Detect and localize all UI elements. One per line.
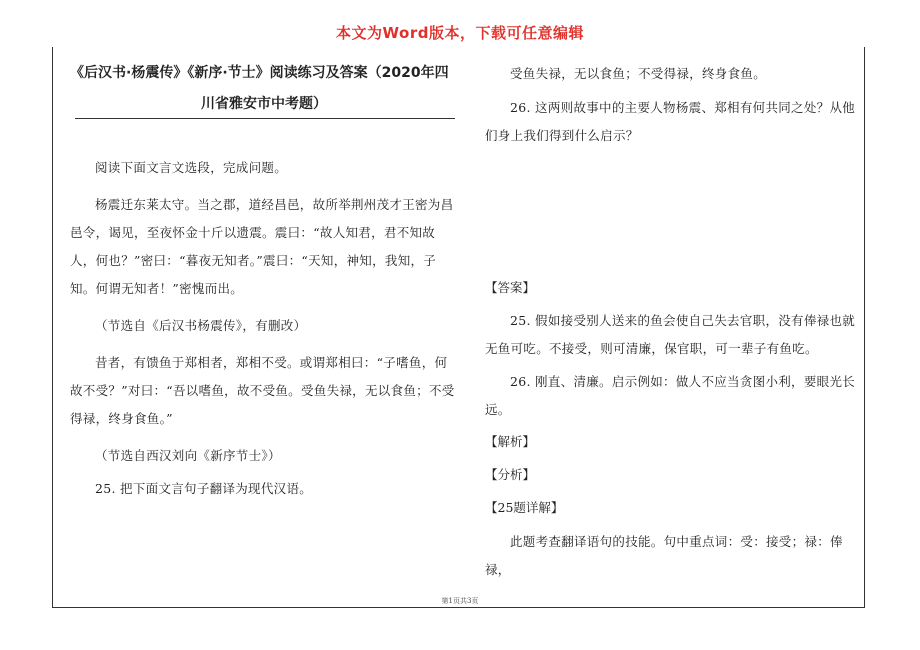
right-column [485, 50, 860, 584]
word-version-banner: 本文为Word版本，下载可任意编辑 [336, 24, 584, 42]
intro-text: 阅读下面文言文选段，完成问题。 [95, 160, 288, 175]
analysis-heading: 【解析】 [485, 434, 536, 449]
passage-zheng-xiang: 昔者，有馈鱼于郑相者，郑相不受。或谓郑相曰：“子嗜鱼，何故不受？”对曰：“吾以嗜鱼，故不受鱼。受鱼失禄，无以食鱼；不受得禄，终身食鱼。” [70, 355, 455, 426]
answer-heading: 【答案】 [485, 280, 536, 295]
question-26: 26. 这两则故事中的主要人物杨震、郑相有何共同之处？从他们身上我们得到什么启示？ [485, 100, 856, 143]
detail-25-heading: 【25题详解】 [485, 500, 564, 515]
page-number-footer: 第1页共3页 [441, 597, 479, 605]
title-line-2: 川省雅安市中考题） [201, 96, 327, 112]
source-note-1: （节选自《后汉书杨震传》，有删改） [95, 318, 307, 333]
passage-yang-zhen: 杨震迁东莱太守。当之郡，道经昌邑，故所举荆州茂才王密为昌邑令，谒见，至夜怀金十斤以遗震。震曰：“故人知君，君不知故人，何也？”密曰：“暮夜无知者。”震曰：“天知，神知，我知，子知。何谓无知者！”密愧而出。 [70, 197, 454, 296]
answer-26: 26. 刚直、清廉。启示例如：做人不应当贪图小利，要眼光长远。 [485, 374, 856, 417]
question-25: 25. 把下面文言句子翻译为现代汉语。 [95, 481, 313, 496]
answer-25: 25. 假如接受别人送来的鱼会使自己失去官职，没有俸禄也就无鱼可吃。不接受，则可清廉，保官职，可一辈子有鱼吃。 [485, 313, 856, 356]
title-line-1: 《后汉书·杨震传》《新序·节士》阅读练习及答案（2020年四 [70, 65, 449, 81]
left-column [70, 50, 458, 503]
translation-quote: 受鱼失禄，无以食鱼；不受得禄，终身食鱼。 [510, 66, 767, 81]
document-title [70, 58, 458, 120]
title-underline [75, 118, 455, 119]
source-note-2: （节选自西汉刘向《新序节士》） [95, 448, 281, 463]
detail-25-text: 此题考查翻译语句的技能。句中重点词：受：接受；禄：俸禄， [485, 534, 843, 577]
fenxi-heading: 【分析】 [485, 467, 536, 482]
